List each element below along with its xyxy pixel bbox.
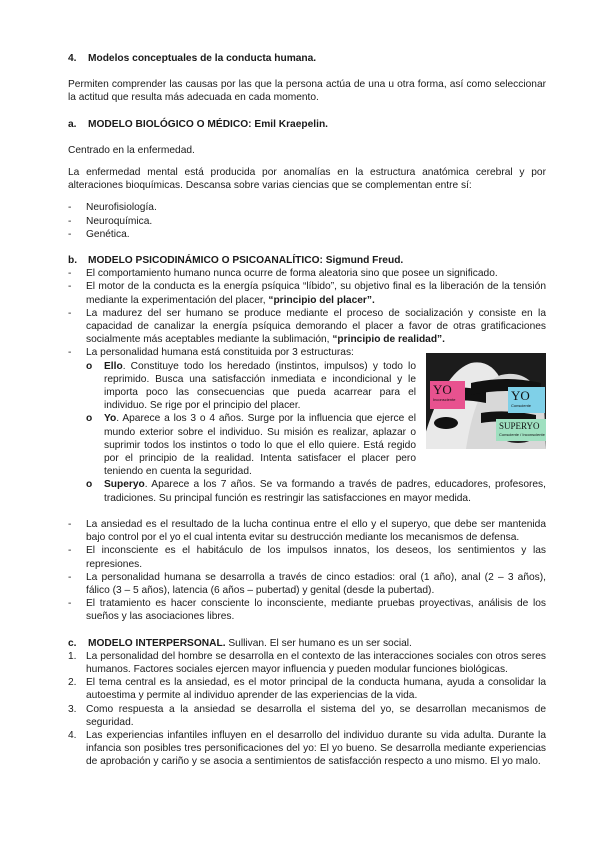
sub-item-yo: o Yo. Aparece a los 3 o 4 años. Surge por la influencia que ejerce el mundo exterior sobre el individuo. Su misión es realizar, aplazar o suprimir todos los instintos o todo lo que el ello quiere. Está regido por el principio de la realidad. Intenta satisfacer el placer pero teniendo en cuenta la seguridad. (86, 413, 416, 478)
yo-consciente-tag: YO Consciente (508, 387, 545, 413)
list-item: - La madurez del ser humano se produce mediante el proceso de socialización y consiste en la capacidad de canalizar la energía psíquica demorando el placer a favor de otras gratificaciones socialmente más aceptables mediante la sublimación, “principio de realidad”. (68, 307, 546, 346)
sub-item-superyo: o Superyo. Aparece a los 7 años. Se va formando a través de padres, educadores, profesores, tradiciones. Su principal función es restringir las satisfacciones en mayor medida. (86, 479, 546, 504)
numbered-item: 4. Las experiencias infantiles influyen en el desarrollo del individuo durante su vida adulta. Durante la infancia son posibles tres personificaciones del yo: El yo bueno. Se desarrolla mediante experiencias de aprobación y cariño y se asocia a sentimientos de satisfacción respecto a uno mismo. El yo malo. (68, 729, 546, 768)
numbered-item: 2. El tema central es la ansiedad, es el motor principal de la conducta humana, ayuda a consolidar la autoestima y permite al individuo aprender de las experiencias de la vida. (68, 677, 546, 702)
superyo-tag: SUPERYO Consciente / Inconsciente (496, 419, 546, 441)
superyo-label: Superyo (104, 479, 145, 491)
model-b-title: MODELO PSICODINÁMICO O PSICOANALÍTICO: Sigmund Freud. (88, 255, 404, 267)
section-number: 4. (68, 53, 77, 64)
model-c-heading (68, 637, 546, 650)
list-item: - El motor de la conducta es la energía psíquica “líbido”, su objetivo final es la liberación de la tensión mediante la experimentación del placer, “principio del placer”. (68, 281, 546, 306)
list-item: - La personalidad humana se desarrolla a través de cinco estadios: oral (1 año), anal (2 – 3 años), fálico (3 – 5 años), latencia (6 años – pubertad) y genital (desde la pubertad). (68, 571, 546, 596)
model-a-heading (68, 118, 546, 131)
freud-structures-illustration (426, 353, 546, 449)
list-item: - Genética. (68, 228, 130, 240)
model-a-letter: a. (68, 118, 77, 130)
yo-label: Yo (104, 413, 117, 425)
model-c-title: MODELO INTERPERSONAL. (88, 637, 226, 649)
sub-item-ello: o Ello. Constituye todo los heredado (instintos, impulsos) y todo lo reprimido. Busca una satisfacción inmediata e incondicional y le importa poco las consecuencias que pueda acarrear para el individuo. Se rige por el principio del placer. (86, 360, 416, 412)
list-item: - La personalidad humana está constituida por 3 estructuras: (68, 347, 354, 359)
model-a-body: La enfermedad mental está producida por anomalías en la estructura anatómica cerebral y por alteraciones bioquímicas. Descansa sobre varias ciencias que se complementan entre sí: (68, 167, 546, 192)
list-item: - La ansiedad es el resultado de la lucha continua entre el ello y el superyo, que debe ser mantenida bajo control por el yo el cual intenta evitar su destrucción mediante los mecanismos de defensa. (68, 518, 546, 544)
list-item: - Neuroquímica. (68, 215, 153, 227)
list-item: - Neurofisiología. (68, 202, 157, 214)
list-item: - El tratamiento es hacer consciente lo inconsciente, mediante pruebas proyectivas, análisis de los sueños y las asociaciones libres. (68, 598, 546, 623)
model-a-title: MODELO BIOLÓGICO O MÉDICO: Emil Kraepelin. (88, 118, 328, 130)
numbered-item: 1. La personalidad del hombre se desarrolla en el contexto de las interacciones sociales con otros seres humanos. Factores sociales ejercen mayor influencia y pueden modular funciones biológicas. (68, 650, 546, 675)
section-title: Modelos conceptuales de la conducta humana. (88, 53, 317, 64)
model-a-focus: Centrado en la enfermedad. (68, 144, 195, 156)
model-b-heading (68, 254, 546, 267)
ello-label: Ello (104, 360, 123, 372)
model-c-letter: c. (68, 637, 77, 649)
section-intro: Permiten comprender las causas por las que la persona actúa de una u otra forma, así como seleccionar la actitud que resulta más adecuada en cada momento. (68, 79, 546, 104)
model-c-subtitle: Sullivan. El ser humano es un ser social. (225, 637, 412, 649)
section-heading (68, 52, 546, 65)
numbered-item: 3. Como respuesta a la ansiedad se desarrolla el sistema del yo, se desarrollan mecanismos de seguridad. (68, 703, 546, 728)
list-item: - El inconsciente es el habitáculo de los impulsos innatos, los deseos, los sentimientos y las represiones. (68, 545, 546, 570)
yo-inconsciente-tag: YO Inconsciente (430, 381, 465, 409)
list-item: - El comportamiento humano nunca ocurre de forma aleatoria sino que posee un significado. (68, 268, 498, 280)
model-b-letter: b. (68, 255, 78, 267)
